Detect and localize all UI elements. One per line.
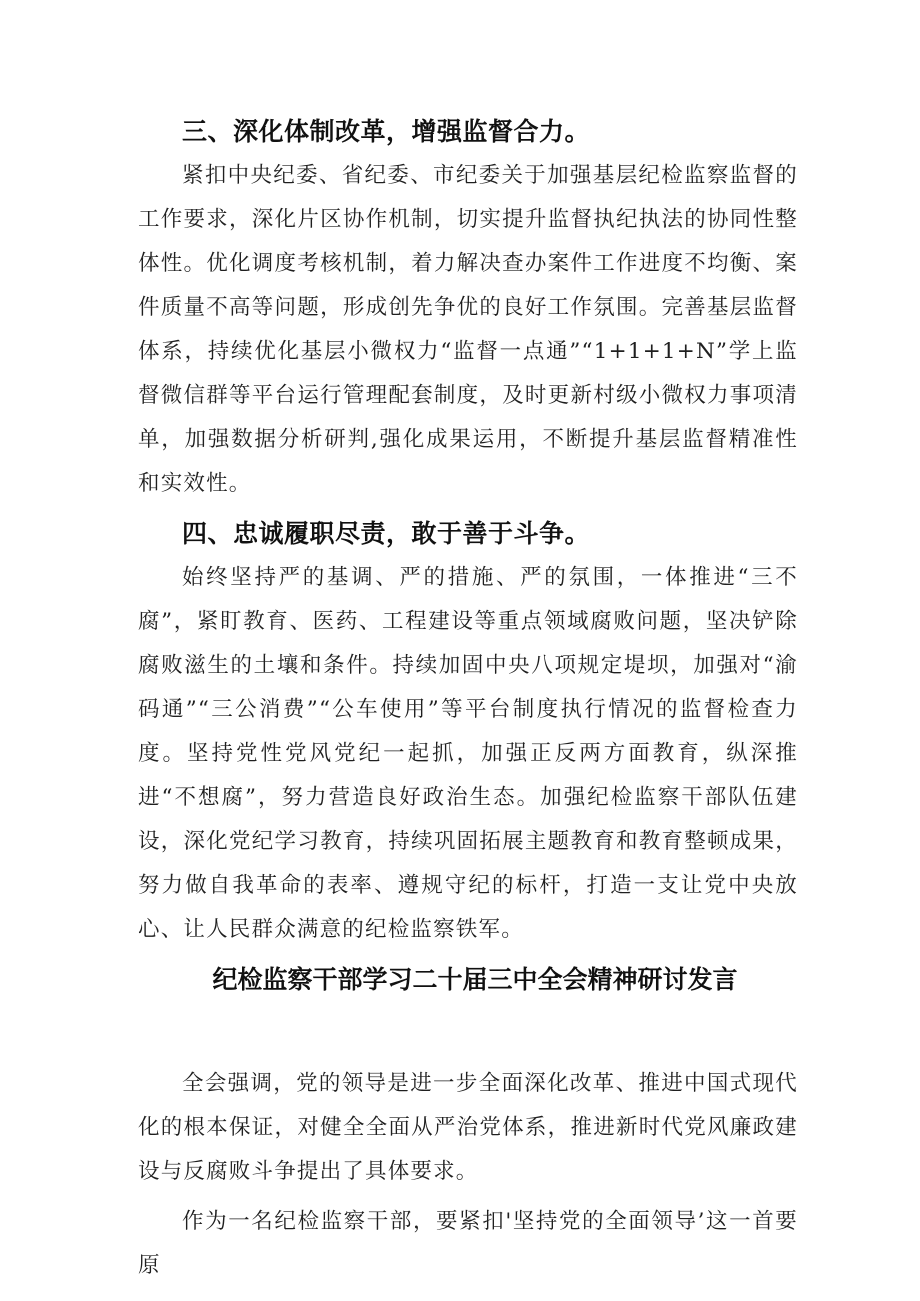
section-paragraph-4: 始终坚持严的基调、严的措施、严的氛围，一体推进“三不腐”，紧盯教育、医药、工程建设等重点领域腐败问题，坚决铲除腐败滋生的土壤和条件。持续加固中央八项规定堤坝，加强对“渝码通”“三公消费”“公车使用”等平台制度执行情况的监督检查力度。坚持党性党风党纪一起抓，加强正反两方面教育，纵深推进“不想腐”，努力营造良好政治生态。加强纪检监察干部队伍建设，深化党纪学习教育，持续巩固拓展主题教育和教育整顿成果，努力做自我革命的表率、遵规守纪的标杆，打造一支让党中央放心、让人民群众满意的纪检监察铁军。 bbox=[138, 565, 798, 942]
article-paragraph-1: 全会强调，党的领导是进一步全面深化改革、推进中国式现代化的根本保证，对健全全面从严治党体系，推进新时代党风廉政建设与反腐败斗争提出了具体要求。 bbox=[138, 1071, 798, 1184]
article-title: 纪检监察干部学习二十届三中全会精神研讨发言 bbox=[212, 965, 738, 994]
section-heading-3: 三、深化体制改革，增强监督合力。 bbox=[182, 117, 591, 146]
article-paragraph-2: 作为一名纪检监察干部，要紧扣'坚持党的全面领导’这一首要原 bbox=[138, 1209, 798, 1278]
section-heading-4: 四、忠诚履职尽责，敢于善于斗争。 bbox=[182, 519, 591, 548]
document-body bbox=[138, 110, 798, 1288]
section-paragraph-3: 紧扣中央纪委、省纪委、市纪委关于加强基层纪检监察监督的工作要求，深化片区协作机制，切实提升监督执纪执法的协同性整体性。优化调度考核机制，着力解决查办案件工作进度不均衡、案件质量不高等问题，形成创先争优的良好工作氛围。完善基层监督体系，持续优化基层小微权力“监督一点通”“1+1+1+N”学上监督微信群等平台运行管理配套制度，及时更新村级小微权力事项清单，加强数据分析研判,强化成果运用，不断提升基层监督精准性和实效性。 bbox=[138, 163, 798, 496]
